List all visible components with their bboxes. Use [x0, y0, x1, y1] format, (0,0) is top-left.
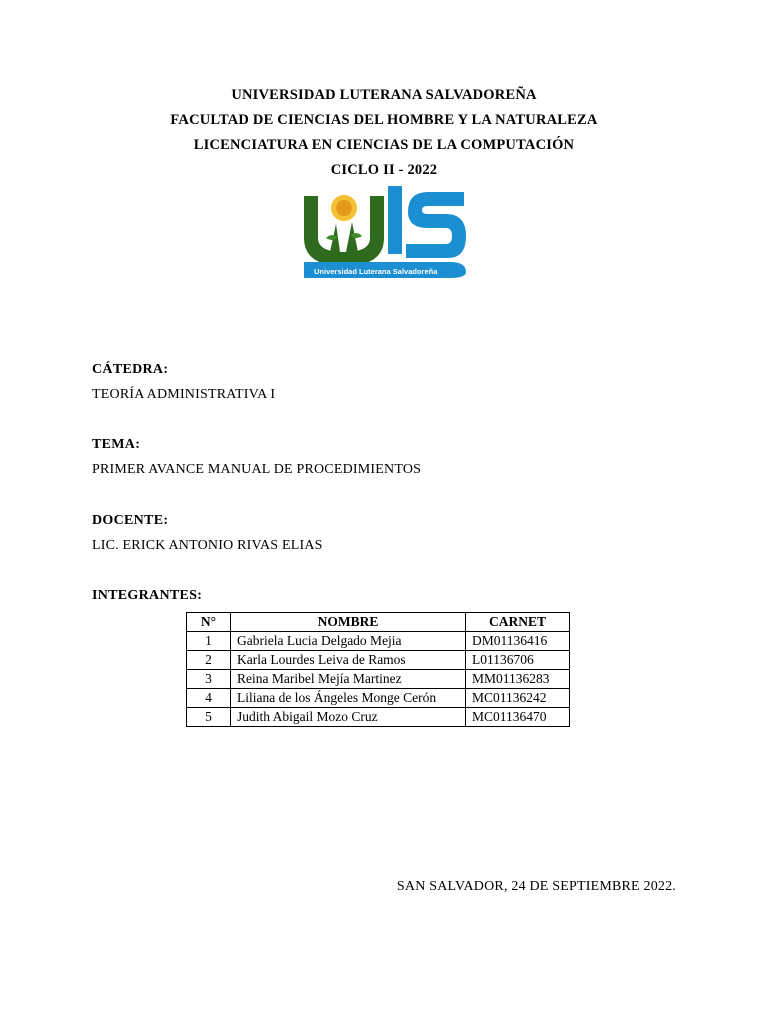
sun-icon	[331, 195, 357, 221]
table-row	[187, 689, 570, 708]
table-row	[187, 651, 570, 670]
member-carnet: MC01136242	[466, 689, 570, 708]
university-logo	[300, 182, 468, 282]
row-number: 4	[187, 689, 231, 708]
table-header-row	[187, 613, 570, 632]
member-carnet: L01136706	[466, 651, 570, 670]
docente-value: LIC. ERICK ANTONIO RIVAS ELIAS	[92, 538, 323, 553]
university-name: UNIVERSIDAD LUTERANA SALVADOREÑA	[231, 87, 537, 103]
column-header-name: NOMBRE	[231, 613, 466, 632]
member-carnet: MM01136283	[466, 670, 570, 689]
table-row	[187, 670, 570, 689]
tema-label: TEMA:	[92, 437, 141, 452]
member-name: Reina Maribel Mejía Martinez	[231, 670, 466, 689]
table-row	[187, 708, 570, 727]
catedra-section	[92, 362, 275, 403]
integrantes-section	[92, 588, 202, 604]
member-carnet: MC01136470	[466, 708, 570, 727]
cycle-label: CICLO II - 2022	[330, 162, 438, 178]
degree-name: LICENCIATURA EN CIENCIAS DE LA COMPUTACIÓN	[193, 137, 575, 153]
member-name: Liliana de los Ángeles Monge Cerón	[231, 689, 466, 708]
member-name: Karla Lourdes Leiva de Ramos	[231, 651, 466, 670]
row-number: 5	[187, 708, 231, 727]
column-header-number: N°	[187, 613, 231, 632]
docente-label: DOCENTE:	[92, 513, 169, 528]
row-number: 1	[187, 632, 231, 651]
column-header-carnet: CARNET	[466, 613, 570, 632]
row-number: 3	[187, 670, 231, 689]
place-and-date: SAN SALVADOR, 24 DE SEPTIEMBRE 2022.	[396, 879, 676, 894]
tema-section	[92, 437, 421, 478]
docente-section	[92, 513, 323, 554]
faculty-name: FACULTAD DE CIENCIAS DEL HOMBRE Y LA NATURALEZA	[170, 112, 598, 128]
member-carnet: DM01136416	[466, 632, 570, 651]
logo-caption: Universidad Luterana Salvadoreña	[314, 267, 438, 276]
catedra-value: TEORÍA ADMINISTRATIVA I	[92, 387, 276, 402]
integrantes-label: INTEGRANTES:	[92, 588, 203, 603]
row-number: 2	[187, 651, 231, 670]
catedra-label: CÁTEDRA:	[92, 362, 169, 377]
member-name: Gabriela Lucia Delgado Mejia	[231, 632, 466, 651]
tema-value: PRIMER AVANCE MANUAL DE PROCEDIMIENTOS	[92, 462, 422, 477]
members-table	[186, 612, 570, 727]
title-block	[0, 84, 768, 184]
table-row	[187, 632, 570, 651]
member-name: Judith Abigail Mozo Cruz	[231, 708, 466, 727]
